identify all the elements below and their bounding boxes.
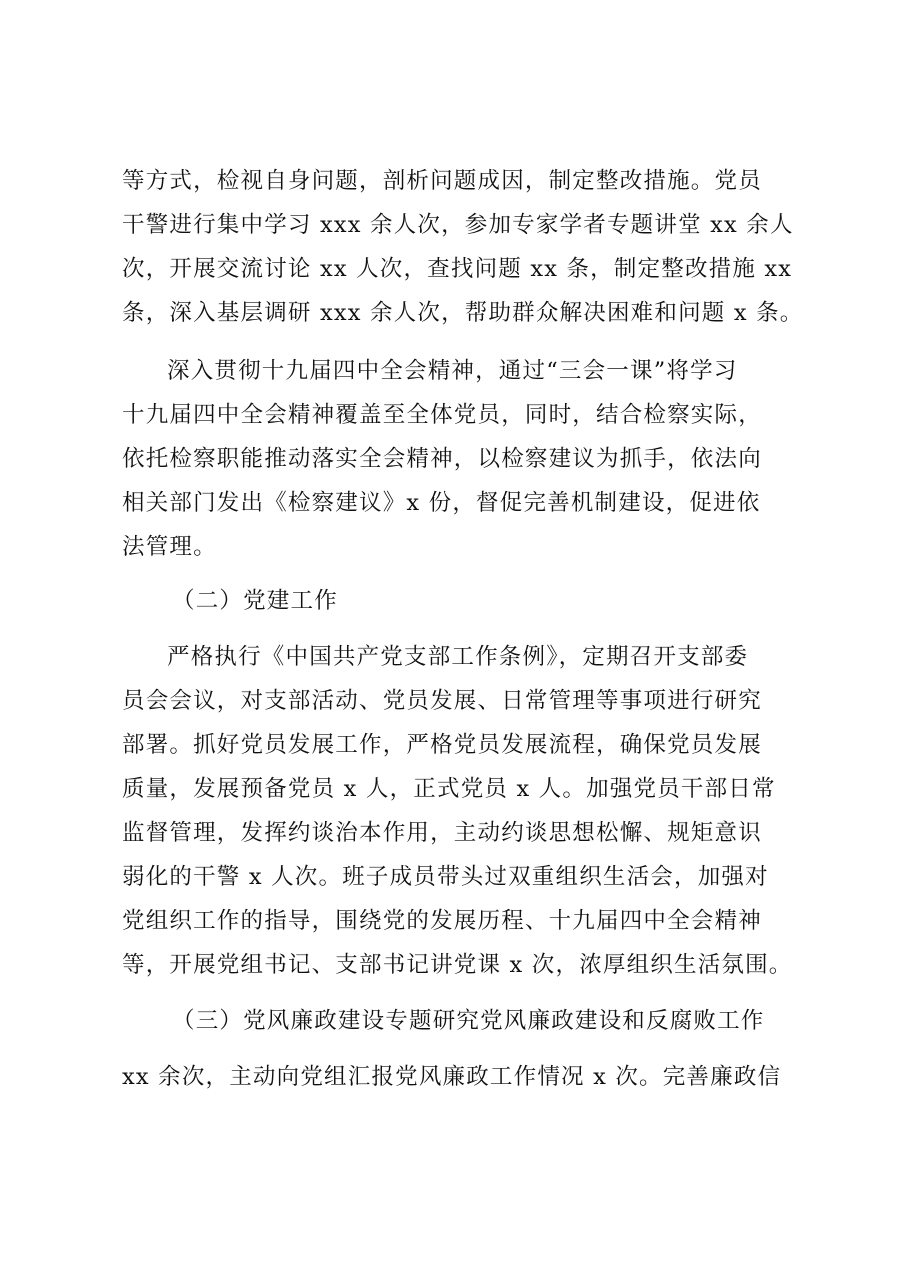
paragraph-start-line: 深入贯彻十九届四中全会精神，通过“三会一课”将学习 xyxy=(167,358,738,384)
text-line: xx 余次，主动向党组汇报党风廉政工作情况 x 次。完善廉政信 xyxy=(122,1064,782,1090)
text-line: 法管理。 xyxy=(122,534,217,560)
text-line: 依托检察职能推动落实全会精神，以检察建议为抓手，依法向 xyxy=(122,446,762,472)
text-line: 质量，发展预备党员 x 人，正式党员 x 人。加强党员干部日常 xyxy=(122,776,776,802)
text-line: 次，开展交流讨论 xx 人次，查找问题 xx 条，制定整改措施 xx xyxy=(122,256,793,282)
text-line: 弱化的干警 x 人次。班子成员带头过双重组织生活会，加强对 xyxy=(122,864,769,890)
text-line: 相关部门发出《检察建议》x 份，督促完善机制建设，促进依 xyxy=(122,490,761,516)
text-line: 监督管理，发挥约谈治本作用，主动约谈思想松懈、规矩意识 xyxy=(122,820,762,846)
text-line: 党组织工作的指导，围绕党的发展历程、十九届四中全会精神 xyxy=(122,908,762,934)
section-heading: （二）党建工作 xyxy=(172,588,338,614)
text-line: 员会会议，对支部活动、党员发展、日常管理等事项进行研究 xyxy=(122,688,762,714)
text-line: 等方式，检视自身问题，剖析问题成因，制定整改措施。党员 xyxy=(122,168,762,194)
text-line: 条，深入基层调研 xxx 余人次，帮助群众解决困难和问题 x 条。 xyxy=(122,300,804,326)
section-heading: （三）党风廉政建设专题研究党风廉政建设和反腐败工作 xyxy=(172,1008,765,1034)
text-line: 十九届四中全会精神覆盖至全体党员，同时，结合检察实际， xyxy=(122,402,762,428)
text-line: 干警进行集中学习 xxx 余人次，参加专家学者专题讲堂 xx 余人 xyxy=(122,212,794,238)
text-line: 部署。抓好党员发展工作，严格党员发展流程，确保党员发展 xyxy=(122,732,762,758)
text-line: 等，开展党组书记、支部书记讲党课 x 次，浓厚组织生活氛围。 xyxy=(122,952,793,978)
paragraph-start-line: 严格执行《中国共产党支部工作条例》，定期召开支部委 xyxy=(167,644,749,670)
